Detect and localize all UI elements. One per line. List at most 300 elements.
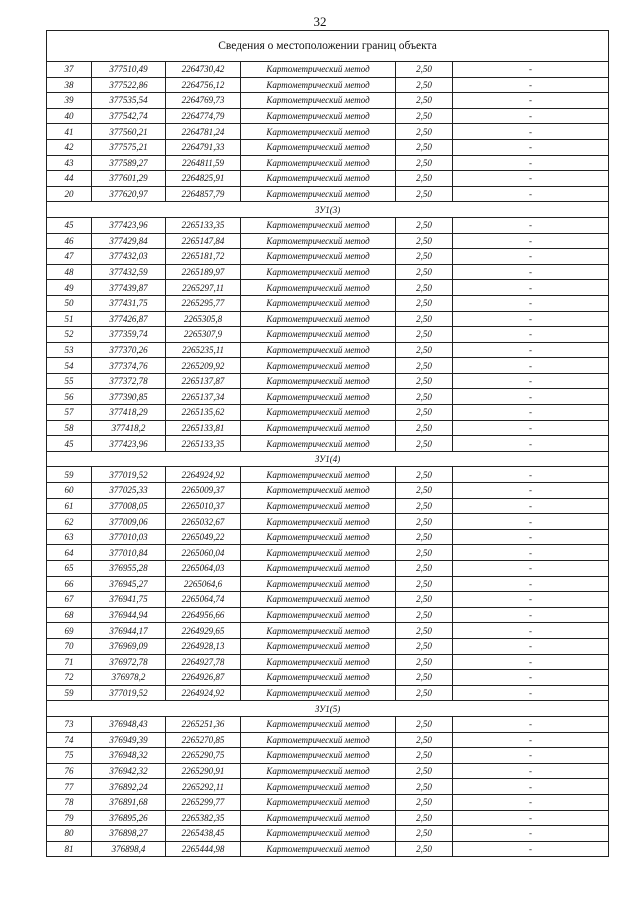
table-row	[47, 186, 609, 202]
accuracy-cell: 2,50	[396, 217, 453, 233]
x-coordinate-cell: 376969,09	[92, 638, 166, 654]
y-coordinate-cell: 2264769,73	[166, 93, 241, 109]
point-number-cell: 37	[47, 62, 92, 78]
table-row	[47, 576, 609, 592]
section-header-row	[47, 451, 609, 467]
method-cell: Картометрический метод	[241, 685, 396, 701]
point-number-cell: 45	[47, 436, 92, 452]
point-number-cell: 55	[47, 373, 92, 389]
point-number-cell: 43	[47, 155, 92, 171]
x-coordinate-cell: 377620,97	[92, 186, 166, 202]
point-number-cell: 78	[47, 794, 92, 810]
table-row	[47, 716, 609, 732]
y-coordinate-cell: 2265133,81	[166, 420, 241, 436]
note-cell: -	[453, 826, 609, 842]
method-cell: Картометрический метод	[241, 623, 396, 639]
y-coordinate-cell: 2264924,92	[166, 467, 241, 483]
accuracy-cell: 2,50	[396, 576, 453, 592]
x-coordinate-cell: 376955,28	[92, 561, 166, 577]
x-coordinate-cell: 377439,87	[92, 280, 166, 296]
note-cell: -	[453, 342, 609, 358]
method-cell: Картометрический метод	[241, 514, 396, 530]
x-coordinate-cell: 377390,85	[92, 389, 166, 405]
x-coordinate-cell: 377601,29	[92, 171, 166, 187]
table-row	[47, 561, 609, 577]
note-cell: -	[453, 171, 609, 187]
method-cell: Картометрический метод	[241, 716, 396, 732]
x-coordinate-cell: 376895,26	[92, 810, 166, 826]
point-number-cell: 41	[47, 124, 92, 140]
note-cell: -	[453, 467, 609, 483]
accuracy-cell: 2,50	[396, 763, 453, 779]
table-title: Сведения о местоположении границ объекта	[47, 31, 609, 62]
accuracy-cell: 2,50	[396, 514, 453, 530]
table-row	[47, 420, 609, 436]
accuracy-cell: 2,50	[396, 264, 453, 280]
method-cell: Картометрический метод	[241, 732, 396, 748]
method-cell: Картометрический метод	[241, 483, 396, 499]
y-coordinate-cell: 2264924,92	[166, 685, 241, 701]
accuracy-cell: 2,50	[396, 77, 453, 93]
x-coordinate-cell: 377019,52	[92, 685, 166, 701]
note-cell: -	[453, 592, 609, 608]
method-cell: Картометрический метод	[241, 311, 396, 327]
note-cell: -	[453, 607, 609, 623]
accuracy-cell: 2,50	[396, 295, 453, 311]
method-cell: Картометрический метод	[241, 841, 396, 857]
x-coordinate-cell: 376891,68	[92, 794, 166, 810]
x-coordinate-cell: 377542,74	[92, 108, 166, 124]
x-coordinate-cell: 377429,84	[92, 233, 166, 249]
note-cell: -	[453, 638, 609, 654]
accuracy-cell: 2,50	[396, 373, 453, 389]
method-cell: Картометрический метод	[241, 405, 396, 421]
y-coordinate-cell: 2264781,24	[166, 124, 241, 140]
point-number-cell: 20	[47, 186, 92, 202]
point-number-cell: 69	[47, 623, 92, 639]
accuracy-cell: 2,50	[396, 358, 453, 374]
table-row	[47, 436, 609, 452]
note-cell: -	[453, 124, 609, 140]
table-row	[47, 748, 609, 764]
section-label: ЗУ1(5)	[47, 701, 609, 717]
x-coordinate-cell: 377575,21	[92, 139, 166, 155]
note-cell: -	[453, 373, 609, 389]
method-cell: Картометрический метод	[241, 607, 396, 623]
y-coordinate-cell: 2265049,22	[166, 529, 241, 545]
method-cell: Картометрический метод	[241, 249, 396, 265]
y-coordinate-cell: 2264811,59	[166, 155, 241, 171]
accuracy-cell: 2,50	[396, 623, 453, 639]
table-row	[47, 77, 609, 93]
x-coordinate-cell: 376948,43	[92, 716, 166, 732]
table-row	[47, 592, 609, 608]
note-cell: -	[453, 794, 609, 810]
method-cell: Картометрический метод	[241, 217, 396, 233]
table-row	[47, 826, 609, 842]
accuracy-cell: 2,50	[396, 716, 453, 732]
x-coordinate-cell: 377372,78	[92, 373, 166, 389]
note-cell: -	[453, 810, 609, 826]
accuracy-cell: 2,50	[396, 327, 453, 343]
point-number-cell: 47	[47, 249, 92, 265]
accuracy-cell: 2,50	[396, 249, 453, 265]
x-coordinate-cell: 377010,03	[92, 529, 166, 545]
note-cell: -	[453, 529, 609, 545]
x-coordinate-cell: 376898,4	[92, 841, 166, 857]
point-number-cell: 54	[47, 358, 92, 374]
y-coordinate-cell: 2264929,65	[166, 623, 241, 639]
note-cell: -	[453, 545, 609, 561]
point-number-cell: 56	[47, 389, 92, 405]
note-cell: -	[453, 264, 609, 280]
accuracy-cell: 2,50	[396, 124, 453, 140]
x-coordinate-cell: 376892,24	[92, 779, 166, 795]
table-row	[47, 638, 609, 654]
method-cell: Картометрический метод	[241, 420, 396, 436]
method-cell: Картометрический метод	[241, 389, 396, 405]
method-cell: Картометрический метод	[241, 545, 396, 561]
section-label: ЗУ1(4)	[47, 451, 609, 467]
y-coordinate-cell: 2265295,77	[166, 295, 241, 311]
table-row	[47, 779, 609, 795]
note-cell: -	[453, 155, 609, 171]
note-cell: -	[453, 280, 609, 296]
table-row	[47, 295, 609, 311]
method-cell: Картометрический метод	[241, 467, 396, 483]
table-row	[47, 763, 609, 779]
x-coordinate-cell: 376941,75	[92, 592, 166, 608]
table-row	[47, 607, 609, 623]
y-coordinate-cell: 2265133,35	[166, 217, 241, 233]
accuracy-cell: 2,50	[396, 389, 453, 405]
method-cell: Картометрический метод	[241, 358, 396, 374]
x-coordinate-cell: 377426,87	[92, 311, 166, 327]
table-row	[47, 841, 609, 857]
table-row	[47, 483, 609, 499]
table-row	[47, 155, 609, 171]
point-number-cell: 59	[47, 467, 92, 483]
note-cell: -	[453, 295, 609, 311]
method-cell: Картометрический метод	[241, 342, 396, 358]
method-cell: Картометрический метод	[241, 561, 396, 577]
x-coordinate-cell: 377560,21	[92, 124, 166, 140]
table-row	[47, 171, 609, 187]
point-number-cell: 39	[47, 93, 92, 109]
note-cell: -	[453, 249, 609, 265]
y-coordinate-cell: 2264928,13	[166, 638, 241, 654]
x-coordinate-cell: 377008,05	[92, 498, 166, 514]
table-row	[47, 498, 609, 514]
y-coordinate-cell: 2265137,34	[166, 389, 241, 405]
note-cell: -	[453, 576, 609, 592]
y-coordinate-cell: 2265251,36	[166, 716, 241, 732]
method-cell: Картометрический метод	[241, 233, 396, 249]
method-cell: Картометрический метод	[241, 654, 396, 670]
point-number-cell: 66	[47, 576, 92, 592]
y-coordinate-cell: 2265189,97	[166, 264, 241, 280]
note-cell: -	[453, 139, 609, 155]
method-cell: Картометрический метод	[241, 124, 396, 140]
note-cell: -	[453, 779, 609, 795]
point-number-cell: 45	[47, 217, 92, 233]
y-coordinate-cell: 2265290,91	[166, 763, 241, 779]
accuracy-cell: 2,50	[396, 685, 453, 701]
table-row	[47, 654, 609, 670]
y-coordinate-cell: 2265270,85	[166, 732, 241, 748]
method-cell: Картометрический метод	[241, 171, 396, 187]
point-number-cell: 62	[47, 514, 92, 530]
point-number-cell: 80	[47, 826, 92, 842]
point-number-cell: 46	[47, 233, 92, 249]
y-coordinate-cell: 2265137,87	[166, 373, 241, 389]
y-coordinate-cell: 2265292,11	[166, 779, 241, 795]
y-coordinate-cell: 2265438,45	[166, 826, 241, 842]
point-number-cell: 75	[47, 748, 92, 764]
accuracy-cell: 2,50	[396, 810, 453, 826]
y-coordinate-cell: 2264956,66	[166, 607, 241, 623]
accuracy-cell: 2,50	[396, 139, 453, 155]
x-coordinate-cell: 377431,75	[92, 295, 166, 311]
y-coordinate-cell: 2264730,42	[166, 62, 241, 78]
method-cell: Картометрический метод	[241, 295, 396, 311]
table-row	[47, 264, 609, 280]
note-cell: -	[453, 498, 609, 514]
y-coordinate-cell: 2265010,37	[166, 498, 241, 514]
table-row	[47, 373, 609, 389]
point-number-cell: 38	[47, 77, 92, 93]
y-coordinate-cell: 2265060,04	[166, 545, 241, 561]
method-cell: Картометрический метод	[241, 436, 396, 452]
note-cell: -	[453, 389, 609, 405]
table-row	[47, 810, 609, 826]
note-cell: -	[453, 654, 609, 670]
accuracy-cell: 2,50	[396, 545, 453, 561]
method-cell: Картометрический метод	[241, 264, 396, 280]
x-coordinate-cell: 377589,27	[92, 155, 166, 171]
method-cell: Картометрический метод	[241, 826, 396, 842]
x-coordinate-cell: 377423,96	[92, 436, 166, 452]
accuracy-cell: 2,50	[396, 498, 453, 514]
point-number-cell: 64	[47, 545, 92, 561]
method-cell: Картометрический метод	[241, 327, 396, 343]
accuracy-cell: 2,50	[396, 592, 453, 608]
accuracy-cell: 2,50	[396, 62, 453, 78]
x-coordinate-cell: 377359,74	[92, 327, 166, 343]
point-number-cell: 51	[47, 311, 92, 327]
note-cell: -	[453, 716, 609, 732]
table-row	[47, 467, 609, 483]
method-cell: Картометрический метод	[241, 186, 396, 202]
note-cell: -	[453, 748, 609, 764]
y-coordinate-cell: 2265235,11	[166, 342, 241, 358]
point-number-cell: 63	[47, 529, 92, 545]
table-row	[47, 311, 609, 327]
x-coordinate-cell: 377522,86	[92, 77, 166, 93]
y-coordinate-cell: 2265290,75	[166, 748, 241, 764]
x-coordinate-cell: 377432,03	[92, 249, 166, 265]
method-cell: Картометрический метод	[241, 670, 396, 686]
point-number-cell: 65	[47, 561, 92, 577]
point-number-cell: 42	[47, 139, 92, 155]
x-coordinate-cell: 377418,29	[92, 405, 166, 421]
x-coordinate-cell: 376949,39	[92, 732, 166, 748]
accuracy-cell: 2,50	[396, 186, 453, 202]
y-coordinate-cell: 2265133,35	[166, 436, 241, 452]
accuracy-cell: 2,50	[396, 233, 453, 249]
table-row	[47, 670, 609, 686]
x-coordinate-cell: 376972,78	[92, 654, 166, 670]
y-coordinate-cell: 2264825,91	[166, 171, 241, 187]
x-coordinate-cell: 376944,94	[92, 607, 166, 623]
y-coordinate-cell: 2265299,77	[166, 794, 241, 810]
method-cell: Картометрический метод	[241, 77, 396, 93]
table-row	[47, 529, 609, 545]
accuracy-cell: 2,50	[396, 280, 453, 296]
note-cell: -	[453, 763, 609, 779]
method-cell: Картометрический метод	[241, 748, 396, 764]
note-cell: -	[453, 233, 609, 249]
accuracy-cell: 2,50	[396, 732, 453, 748]
x-coordinate-cell: 376945,27	[92, 576, 166, 592]
note-cell: -	[453, 623, 609, 639]
method-cell: Картометрический метод	[241, 139, 396, 155]
note-cell: -	[453, 436, 609, 452]
note-cell: -	[453, 514, 609, 530]
accuracy-cell: 2,50	[396, 841, 453, 857]
method-cell: Картометрический метод	[241, 592, 396, 608]
table-row	[47, 124, 609, 140]
x-coordinate-cell: 376944,17	[92, 623, 166, 639]
point-number-cell: 48	[47, 264, 92, 280]
x-coordinate-cell: 377374,76	[92, 358, 166, 374]
y-coordinate-cell: 2265305,8	[166, 311, 241, 327]
y-coordinate-cell: 2265181,72	[166, 249, 241, 265]
method-cell: Картометрический метод	[241, 576, 396, 592]
method-cell: Картометрический метод	[241, 155, 396, 171]
table-row	[47, 249, 609, 265]
note-cell: -	[453, 217, 609, 233]
section-header-row	[47, 202, 609, 218]
note-cell: -	[453, 841, 609, 857]
note-cell: -	[453, 405, 609, 421]
point-number-cell: 76	[47, 763, 92, 779]
method-cell: Картометрический метод	[241, 529, 396, 545]
table-row	[47, 280, 609, 296]
y-coordinate-cell: 2265147,84	[166, 233, 241, 249]
y-coordinate-cell: 2264926,87	[166, 670, 241, 686]
point-number-cell: 70	[47, 638, 92, 654]
y-coordinate-cell: 2265064,03	[166, 561, 241, 577]
y-coordinate-cell: 2264774,79	[166, 108, 241, 124]
x-coordinate-cell: 377418,2	[92, 420, 166, 436]
table-row	[47, 62, 609, 78]
point-number-cell: 57	[47, 405, 92, 421]
y-coordinate-cell: 2264857,79	[166, 186, 241, 202]
point-number-cell: 53	[47, 342, 92, 358]
note-cell: -	[453, 77, 609, 93]
y-coordinate-cell: 2265009,37	[166, 483, 241, 499]
point-number-cell: 73	[47, 716, 92, 732]
method-cell: Картометрический метод	[241, 779, 396, 795]
x-coordinate-cell: 377370,26	[92, 342, 166, 358]
note-cell: -	[453, 670, 609, 686]
y-coordinate-cell: 2265064,6	[166, 576, 241, 592]
table-row	[47, 342, 609, 358]
method-cell: Картометрический метод	[241, 763, 396, 779]
table-row	[47, 514, 609, 530]
section-label: ЗУ1(3)	[47, 202, 609, 218]
note-cell: -	[453, 311, 609, 327]
y-coordinate-cell: 2264927,78	[166, 654, 241, 670]
accuracy-cell: 2,50	[396, 155, 453, 171]
accuracy-cell: 2,50	[396, 311, 453, 327]
x-coordinate-cell: 376942,32	[92, 763, 166, 779]
point-number-cell: 40	[47, 108, 92, 124]
accuracy-cell: 2,50	[396, 638, 453, 654]
table-title-row	[47, 31, 609, 62]
note-cell: -	[453, 108, 609, 124]
point-number-cell: 71	[47, 654, 92, 670]
accuracy-cell: 2,50	[396, 420, 453, 436]
method-cell: Картометрический метод	[241, 794, 396, 810]
x-coordinate-cell: 377535,54	[92, 93, 166, 109]
table-row	[47, 93, 609, 109]
table-row	[47, 108, 609, 124]
note-cell: -	[453, 483, 609, 499]
note-cell: -	[453, 561, 609, 577]
note-cell: -	[453, 327, 609, 343]
accuracy-cell: 2,50	[396, 436, 453, 452]
table-row	[47, 685, 609, 701]
point-number-cell: 59	[47, 685, 92, 701]
point-number-cell: 44	[47, 171, 92, 187]
point-number-cell: 52	[47, 327, 92, 343]
table-row	[47, 389, 609, 405]
x-coordinate-cell: 376948,32	[92, 748, 166, 764]
y-coordinate-cell: 2265032,67	[166, 514, 241, 530]
method-cell: Картометрический метод	[241, 498, 396, 514]
y-coordinate-cell: 2265209,92	[166, 358, 241, 374]
note-cell: -	[453, 358, 609, 374]
table-row	[47, 217, 609, 233]
y-coordinate-cell: 2265307,9	[166, 327, 241, 343]
point-number-cell: 50	[47, 295, 92, 311]
method-cell: Картометрический метод	[241, 373, 396, 389]
point-number-cell: 74	[47, 732, 92, 748]
note-cell: -	[453, 62, 609, 78]
point-number-cell: 72	[47, 670, 92, 686]
y-coordinate-cell: 2264791,33	[166, 139, 241, 155]
y-coordinate-cell: 2264756,12	[166, 77, 241, 93]
method-cell: Картометрический метод	[241, 810, 396, 826]
x-coordinate-cell: 377510,49	[92, 62, 166, 78]
method-cell: Картометрический метод	[241, 62, 396, 78]
table-row	[47, 327, 609, 343]
y-coordinate-cell: 2265444,98	[166, 841, 241, 857]
note-cell: -	[453, 685, 609, 701]
boundary-coordinates-table	[46, 30, 609, 857]
x-coordinate-cell: 377025,33	[92, 483, 166, 499]
table-row	[47, 545, 609, 561]
note-cell: -	[453, 186, 609, 202]
point-number-cell: 68	[47, 607, 92, 623]
y-coordinate-cell: 2265297,11	[166, 280, 241, 296]
y-coordinate-cell: 2265135,62	[166, 405, 241, 421]
note-cell: -	[453, 93, 609, 109]
table-row	[47, 732, 609, 748]
accuracy-cell: 2,50	[396, 171, 453, 187]
